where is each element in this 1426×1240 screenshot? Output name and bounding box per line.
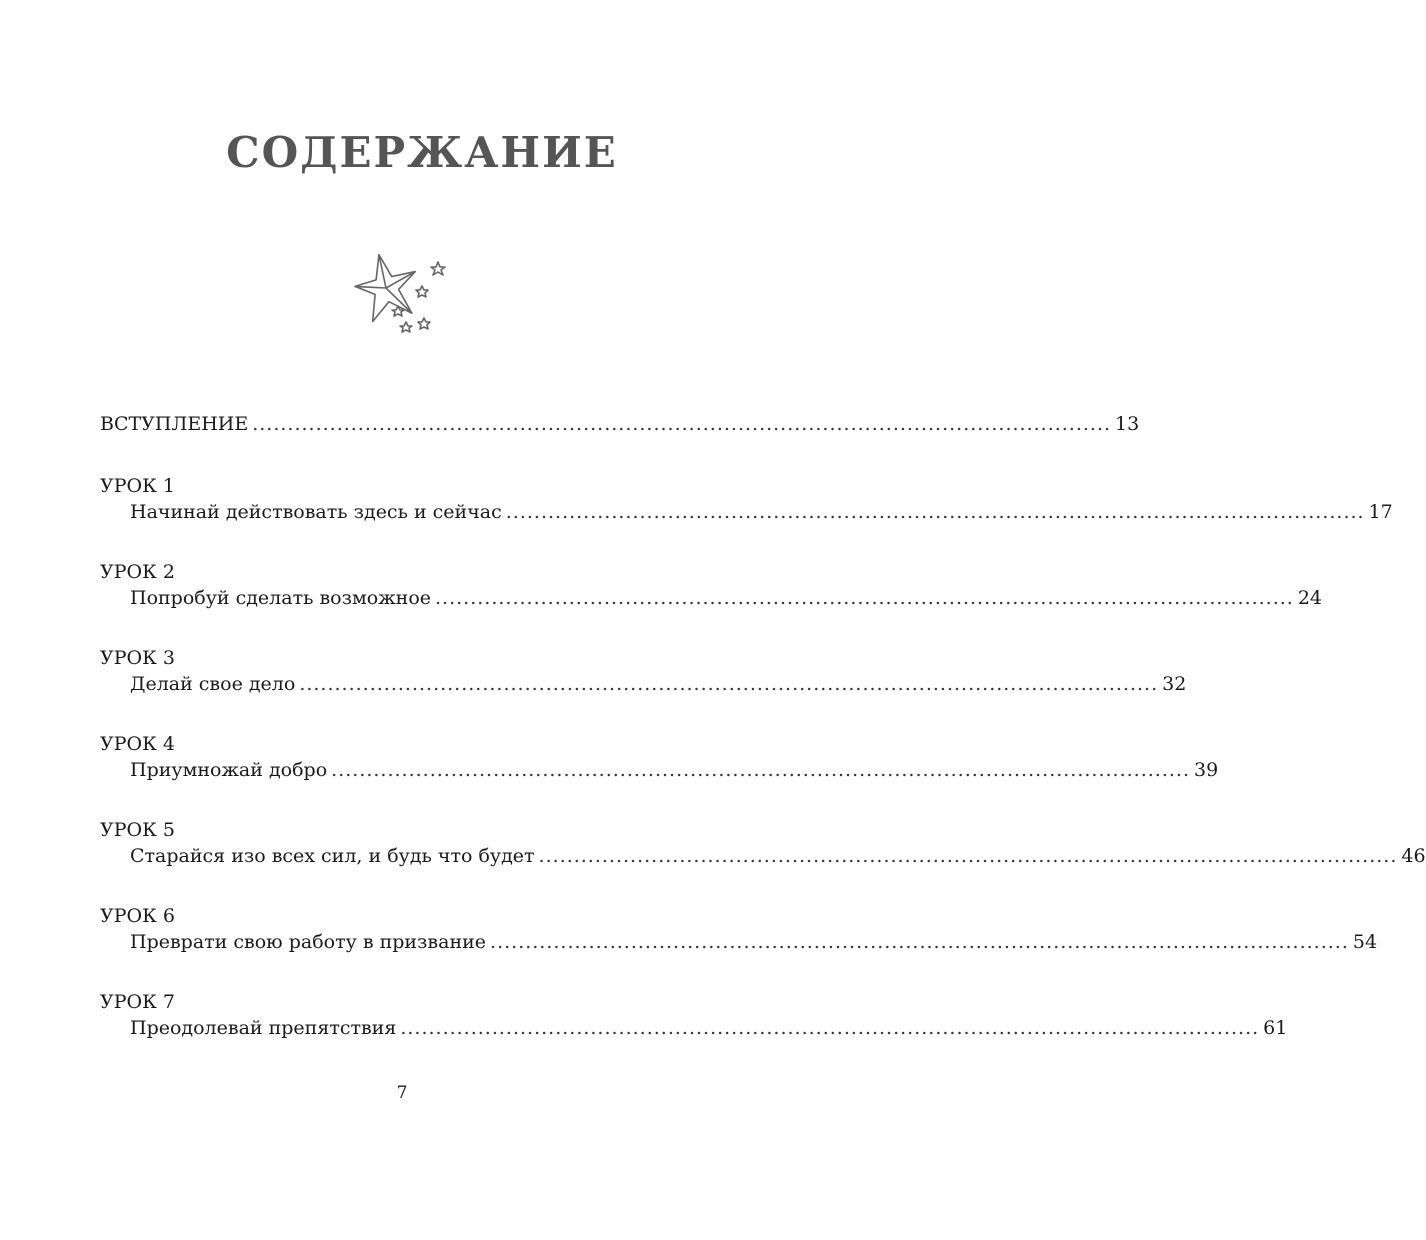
toc-entry[interactable]: [130, 758, 1219, 782]
toc-entry-label: Попробуй сделать возможное: [130, 587, 432, 609]
toc-entry-label: Преодолевай препятствия: [130, 1017, 397, 1039]
toc-entry[interactable]: [130, 500, 1393, 524]
toc-page-number: 54: [1352, 931, 1378, 953]
toc-entry-label: ВСТУПЛЕНИЕ: [100, 413, 249, 435]
toc-entry[interactable]: [130, 672, 1187, 696]
toc-entry[interactable]: [130, 586, 1323, 610]
toc-page-number: 32: [1162, 673, 1187, 695]
stars-icon: [352, 248, 452, 340]
leader-dots: ..........................................................................................................................: [299, 673, 1159, 695]
page-number: 7: [396, 1083, 408, 1103]
toc-entry-intro[interactable]: [100, 412, 1140, 436]
toc-entry-label: Приумножай добро: [130, 759, 328, 781]
lesson-heading: УРОК 7: [100, 991, 175, 1013]
lesson-heading: УРОК 1: [100, 475, 175, 497]
toc-entry-label: Старайся изо всех сил, и будь что будет: [130, 845, 535, 867]
page-title: СОДЕРЖАНИЕ: [226, 128, 618, 177]
toc-page-number: 13: [1115, 413, 1140, 435]
leader-dots: ..........................................................................................................................: [505, 501, 1365, 523]
leader-dots: ..........................................................................................................................: [538, 845, 1398, 867]
leader-dots: ..........................................................................................................................: [490, 931, 1349, 953]
toc-entry-label: Преврати свою работу в призвание: [130, 931, 487, 953]
toc-entry-label: Начинай действовать здесь и сейчас: [130, 501, 502, 523]
leader-dots: ..........................................................................................................................: [400, 1017, 1260, 1039]
lesson-heading: УРОК 3: [100, 647, 175, 669]
toc-entry[interactable]: [130, 1016, 1288, 1040]
toc-page-number: 61: [1263, 1017, 1288, 1039]
toc-page-number: 17: [1368, 501, 1393, 523]
toc-page-number: 24: [1297, 587, 1323, 609]
lesson-heading: УРОК 6: [100, 905, 175, 927]
toc-entry-label: Делай свое дело: [130, 673, 296, 695]
lesson-heading: УРОК 5: [100, 819, 175, 841]
toc-page-number: 46: [1401, 845, 1426, 867]
leader-dots: ..........................................................................................................................: [252, 413, 1112, 435]
leader-dots: ..........................................................................................................................: [331, 759, 1190, 781]
toc-page-number: 39: [1193, 759, 1219, 781]
leader-dots: ..........................................................................................................................: [435, 587, 1294, 609]
lesson-heading: УРОК 4: [100, 733, 175, 755]
toc-entry[interactable]: [130, 844, 1426, 868]
toc-entry[interactable]: [130, 930, 1378, 954]
lesson-heading: УРОК 2: [100, 561, 175, 583]
